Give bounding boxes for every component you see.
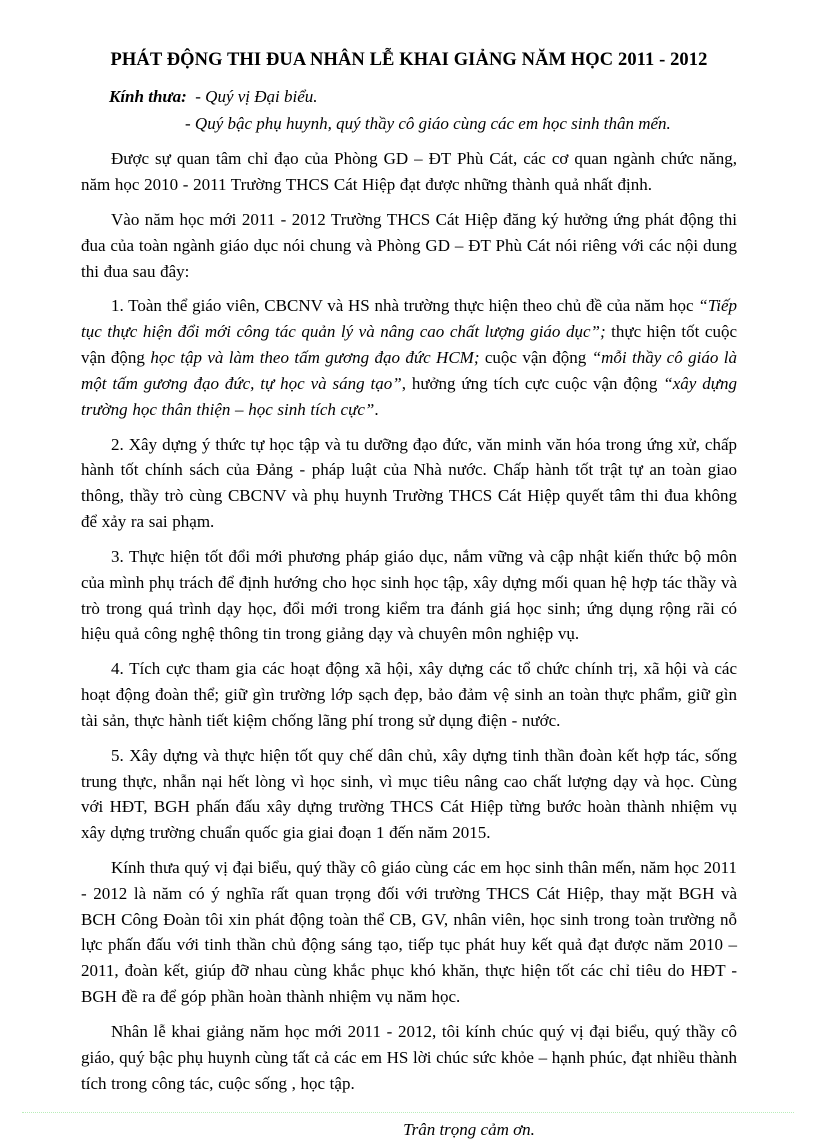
page-title: PHÁT ĐỘNG THI ĐUA NHÂN LỄ KHAI GIẢNG NĂM HỌC 2011 - 2012 [110, 50, 708, 70]
paragraph-item-5: 5. Xây dựng và thực hiện tốt quy chế dân chủ, xây dựng tinh thần đoàn kết hợp tác, sống trung thực, nhẫn nại hết lòng vì học sinh, vì mục tiêu nâng cao chất lượng dạy và học. Cùng với HĐT, BGH phấn đấu xây dựng trường THCS Cát Hiệp từng bước hoàn thành nhiệm vụ xây dựng trường chuẩn quốc gia giai đoạn 1 đến năm 2015. [81, 745, 737, 843]
item-1-text-b: thực hiện tốt cuộc vận động [81, 322, 737, 368]
greeting-recipient-1: - Quý vị Đại biểu. [195, 87, 318, 106]
document-body [81, 50, 737, 1140]
item-1-text-c: cuộc vận động [479, 348, 592, 368]
paragraph-intro-2: Vào năm học mới 2011 - 2012 Trường THCS Cát Hiệp đăng ký hưởng ứng phát động thi đua của toàn ngành giáo dục nói chung và Phòng GD – ĐT Phù Cát nói riêng với các nội dung thi đua sau đây: [81, 209, 737, 281]
signoff-text: Trân trọng cảm ơn. [403, 1120, 535, 1140]
greeting-colon: : [181, 87, 187, 106]
paragraph-intro-1: Được sự quan tâm chỉ đạo của Phòng GD – ĐT Phù Cát, các cơ quan ngành chức năng, năm học 2010 - 2011 Trường THCS Cát Hiệp đạt được những thành quả nhất định. [81, 149, 737, 195]
greeting-block [81, 85, 737, 110]
paragraph-item-1 [81, 293, 737, 422]
paragraph-closing-2: Nhân lễ khai giảng năm học mới 2011 - 2012, tôi kính chúc quý vị đại biểu, quý thầy cô giáo, quý bậc phụ huynh cùng tất cả các em HS lời chúc sức khỏe – hạnh phúc, đạt nhiều thành tích trong công tác, cuộc sống , học tập. [81, 1021, 737, 1093]
paragraph-closing-1: Kính thưa quý vị đại biểu, quý thầy cô giáo cùng các em học sinh thân mến, năm học 2011 - 2012 là năm có ý nghĩa rất quan trọng đối với trường THCS Cát Hiệp, thay mặt BGH và BCH Công Đoàn tôi xin phát động toàn thể CB, GV, nhân viên, học sinh trong toàn trường nỗ lực phấn đấu với tinh thần chủ động sáng tạo, tiếp tục phát huy kết quả đạt được năm 2010 – 2011, đoàn kết, giúp đỡ nhau cùng khắc phục khó khăn, thực hiện tốt các chỉ tiêu do HĐT - BGH đề ra để góp phần hoàn thành nhiệm vụ năm học. [81, 857, 737, 1007]
paragraph-item-3: 3. Thực hiện tốt đổi mới phương pháp giáo dục, nắm vững và cập nhật kiến thức bộ môn của mình phụ trách để định hướng cho học sinh học tập, xây dựng mối quan hệ hợp tác thầy và trò trong quá trình dạy học, đổi mới trong kiểm tra đánh giá học sinh; ứng dụng rộng rãi có hiệu quả công nghệ thông tin trong giảng dạy và chuyên môn nghiệp vụ. [81, 546, 737, 644]
paragraph-item-4: 4. Tích cực tham gia các hoạt động xã hội, xây dựng các tổ chức chính trị, xã hội và các hoạt động đoàn thể; giữ gìn trường lớp sạch đẹp, bảo đảm vệ sinh an toàn thực phẩm, giữ gìn tài sản, thực hành tiết kiệm chống lãng phí trong sử dụng điện - nước. [81, 659, 737, 730]
item-1-quote-1: “Tiếp tục thực hiện đổi mới công tác quản lý và nâng cao chất lượng giáo dục”; [81, 296, 737, 342]
item-1-text-d: , hưởng ứng tích cực cuộc vận động [401, 373, 664, 393]
item-1-quote-4: “xây dựng trường học thân thiện – học sinh tích cực” [81, 373, 737, 419]
footer-divider [22, 1112, 794, 1113]
greeting-recipient-2: - Quý bậc phụ huynh, quý thầy cô giáo cùng các em học sinh thân mến. [185, 113, 671, 133]
item-1-quote-2: học tập và làm theo tấm gương đạo đức HCM; [150, 348, 480, 368]
greeting-label: Kính thưa [109, 87, 182, 106]
item-1-quote-3: “mỗi thầy cô giáo là một tấm gương đạo đức, tự học và sáng tạo” [81, 348, 737, 393]
paragraph-item-2: 2. Xây dựng ý thức tự học tập và tu dưỡng đạo đức, văn minh văn hóa trong ứng xử, chấp hành tốt chính sách của Đảng - pháp luật của Nhà nước. Chấp hành tốt trật tự an toàn giao thông, thầy trò cùng CBCNV và phụ huynh Trường THCS Cát Hiệp quyết tâm thi đua không để xảy ra sai phạm. [81, 434, 737, 532]
item-1-text-e: . [374, 399, 379, 419]
item-1-text-a: 1. Toàn thể giáo viên, CBCNV và HS nhà trường thực hiện theo chủ đề của năm học [111, 296, 699, 316]
